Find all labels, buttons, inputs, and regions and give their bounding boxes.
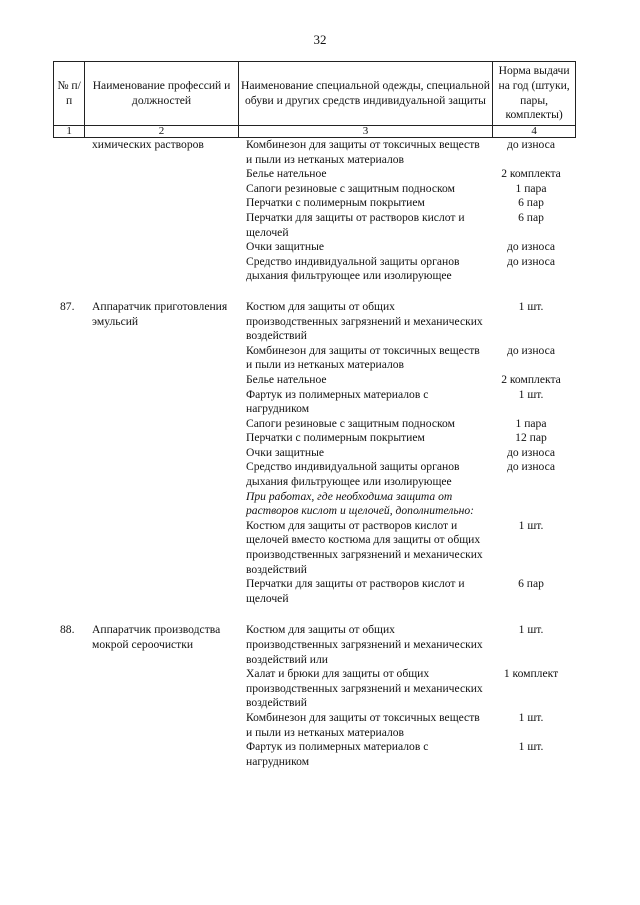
header-number: № п/п	[54, 62, 85, 126]
list-item	[246, 740, 576, 769]
item-quantity: 1 шт.	[518, 518, 544, 532]
item-quantity: 1 шт.	[518, 387, 544, 401]
list-item	[246, 667, 576, 711]
item-name: Костюм для защиты от общих производственных загрязнений и механических воздействий или	[246, 623, 483, 666]
item-quantity: до износа	[506, 343, 556, 357]
list-item	[246, 623, 576, 667]
list-item	[246, 417, 576, 432]
row-number: 88.	[60, 623, 75, 637]
item-name: Перчатки для защиты от растворов кислот и щелочей	[246, 210, 465, 239]
equipment-list	[246, 138, 576, 284]
profession-name: Аппаратчик приготовления эмульсий	[92, 299, 228, 328]
item-name: Перчатки для защиты от растворов кислот и щелочей	[246, 577, 465, 605]
profession-name: химических растворов	[92, 138, 204, 151]
list-item	[246, 519, 576, 577]
item-name: Сапоги резиновые с защитным подноском	[246, 416, 455, 430]
item-name: Сапоги резиновые с защитным подноском	[246, 181, 455, 195]
list-item	[246, 240, 576, 255]
list-item	[246, 711, 576, 740]
item-quantity: до износа	[506, 138, 556, 151]
equipment-list	[246, 300, 576, 606]
item-quantity: до износа	[506, 240, 556, 254]
item-quantity: 1 пара	[515, 181, 547, 195]
item-name: Перчатки с полимерным покрытием	[246, 431, 425, 445]
column-number-4: 4	[493, 126, 576, 138]
list-item	[246, 388, 576, 417]
item-quantity: 1 шт.	[518, 740, 544, 754]
list-item	[246, 446, 576, 461]
column-number-3: 3	[238, 126, 492, 138]
row-number: 87.	[60, 299, 75, 313]
list-item	[246, 211, 576, 240]
item-name: Средство индивидуальной защиты органов дыхания фильтрующее или изолирующее	[246, 254, 460, 283]
list-item	[246, 344, 576, 373]
item-name: Костюм для защиты от общих производственных загрязнений и механических воздействий	[246, 299, 483, 343]
item-name: Комбинезон для защиты от токсичных веществ и пыли из нетканых материалов	[246, 138, 480, 166]
item-name: Белье нательное	[246, 167, 327, 181]
item-quantity: 2 комплекта	[501, 372, 561, 386]
table-body	[53, 138, 576, 769]
item-quantity: 1 шт.	[518, 710, 544, 724]
item-quantity: 6 пар	[518, 577, 544, 591]
item-quantity: 1 пара	[515, 416, 547, 430]
item-name: Халат и брюки для защиты от общих производственных загрязнений и механических воздействий	[246, 667, 483, 710]
list-item	[246, 182, 576, 197]
item-quantity: 6 пар	[518, 196, 544, 210]
header-profession: Наименование профессий и должностей	[85, 62, 238, 126]
list-item	[246, 373, 576, 388]
item-quantity: 2 комплекта	[501, 167, 561, 181]
item-name: Фартук из полимерных материалов с нагрудником	[246, 387, 429, 416]
item-quantity: 12 пар	[515, 431, 547, 445]
item-quantity: 1 шт.	[518, 623, 544, 637]
list-item	[246, 167, 576, 182]
header-equipment: Наименование специальной одежды, специальной обуви и других средств индивидуальной защиты	[238, 62, 492, 126]
list-item	[246, 577, 576, 606]
page-number: 32	[313, 32, 327, 47]
list-item	[246, 255, 576, 284]
item-quantity: 6 пар	[518, 210, 544, 224]
item-name: Средство индивидуальной защиты органов дыхания фильтрующее или изолирующее	[246, 460, 460, 489]
table-row	[53, 300, 576, 606]
profession-name: Аппаратчик производства мокрой сероочистки	[92, 623, 221, 651]
list-item	[246, 138, 576, 167]
item-name: Комбинезон для защиты от токсичных веществ и пыли из нетканых материалов	[246, 343, 480, 372]
item-name: Перчатки с полимерным покрытием	[246, 196, 425, 210]
item-name: Костюм для защиты от растворов кислот и щелочей вместо костюма для защиты от общих производственных загрязнений и механических воздействий	[246, 518, 483, 576]
item-name: Очки защитные	[246, 445, 325, 459]
header-norm: Норма выдачи на год (штуки, пары, комплекты)	[493, 62, 576, 126]
column-number-2: 2	[85, 126, 238, 138]
table-header	[53, 61, 576, 138]
item-quantity: до износа	[506, 254, 556, 268]
item-quantity: до износа	[506, 445, 556, 459]
item-quantity: 1 комплект	[503, 667, 559, 681]
table-row	[53, 623, 576, 769]
item-name: Комбинезон для защиты от токсичных веществ и пыли из нетканых материалов	[246, 710, 480, 739]
equipment-list	[246, 623, 576, 769]
list-item	[246, 300, 576, 344]
list-item	[246, 460, 576, 489]
list-item	[246, 431, 576, 446]
table-row	[53, 138, 576, 284]
item-name: Фартук из полимерных материалов с нагрудником	[246, 740, 429, 768]
list-item	[246, 196, 576, 211]
item-name: Белье нательное	[246, 372, 327, 386]
item-name: Очки защитные	[246, 240, 325, 254]
item-quantity: до износа	[506, 460, 556, 474]
column-number-1: 1	[54, 126, 85, 138]
item-quantity: 1 шт.	[518, 299, 544, 313]
additional-note: При работах, где необходима защита от растворов кислот и щелочей, дополнительно:	[246, 489, 475, 518]
